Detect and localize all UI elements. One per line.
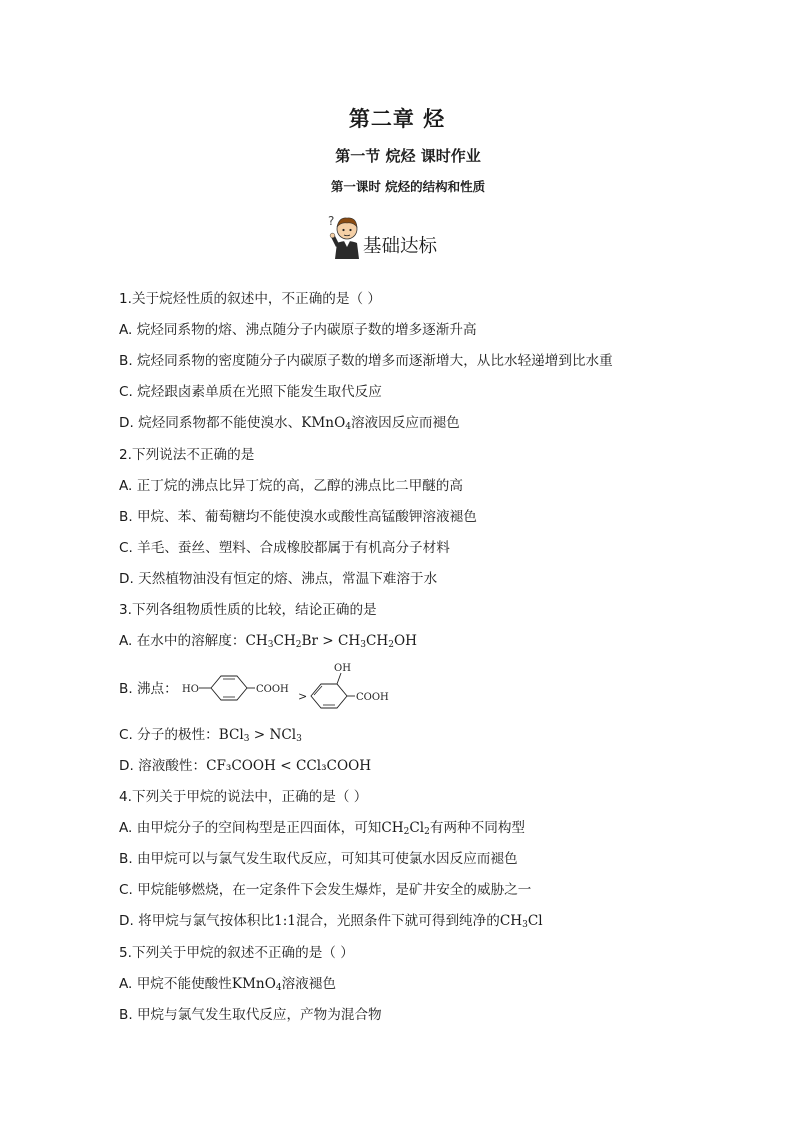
thinking-student-icon bbox=[327, 213, 361, 261]
q1-option-a: A. 烷烃同系物的熔、沸点随分子内碳原子数的增多逐渐升高 bbox=[119, 322, 477, 338]
q1-option-d: D. 烷烃同系物都不能使溴水、KMnO$_4$溶液因反应而褪色 bbox=[119, 415, 460, 432]
q5-option-a: A. 甲烷不能使酸性KMnO$_4$溶液褪色 bbox=[119, 976, 336, 993]
q3-option-d: D. 溶液酸性：CF₃COOH < CCl₃COOH bbox=[119, 758, 372, 774]
section-title: 第一节 烷烃 课时作业 bbox=[335, 147, 481, 165]
q2-option-b: B. 甲烷、苯、葡萄糖均不能使溴水或酸性高锰酸钾溶液褪色 bbox=[119, 509, 477, 525]
q3b-oh-label: OH bbox=[334, 663, 351, 674]
q4-option-a: A. 由甲烷分子的空间构型是正四面体，可知$CH_2Cl_2$有两种不同构型 bbox=[119, 820, 526, 837]
q3b-structures bbox=[181, 660, 421, 722]
q3b-op: > bbox=[298, 690, 308, 703]
q1-stem: 1.关于烷烃性质的叙述中，不正确的是（ ） bbox=[119, 291, 381, 307]
q4-option-b: B. 由甲烷可以与氯气发生取代反应，可知其可使氯水因反应而褪色 bbox=[119, 851, 518, 867]
q3-option-b: B. 沸点： HO COOH > OH COOH bbox=[119, 660, 419, 722]
q2-option-a: A. 正丁烷的沸点比异丁烷的高，乙醇的沸点比二甲醚的高 bbox=[119, 478, 463, 494]
svg-text:?: ? bbox=[328, 214, 335, 228]
q3-option-c: C. 分子的极性：BCl$_3$ > NCl$_3$ bbox=[119, 727, 302, 744]
badge-label: 基础达标 bbox=[363, 236, 438, 257]
chapter-title: 第二章 烃 bbox=[348, 107, 446, 131]
q2-option-c: C. 羊毛、蚕丝、塑料、合成橡胶都属于有机高分子材料 bbox=[119, 540, 450, 556]
q5-stem: 5.下列关于甲烷的叙述不正确的是（ ） bbox=[119, 945, 354, 961]
q1-option-b: B. 烷烃同系物的密度随分子内碳原子数的增多而逐渐增大，从比水轻递增到比水重 bbox=[119, 353, 613, 369]
q2-option-d: D. 天然植物油没有恒定的熔、沸点，常温下难溶于水 bbox=[119, 571, 438, 587]
q3b-ho-label: HO bbox=[182, 684, 199, 695]
q3b-cooh-label-1: COOH bbox=[256, 684, 289, 695]
q1-option-c: C. 烷烃跟卤素单质在光照下能发生取代反应 bbox=[119, 384, 382, 400]
q5-option-b: B. 甲烷与氯气发生取代反应，产物为混合物 bbox=[119, 1007, 382, 1023]
q3-option-a: A. 在水中的溶解度：$CH_3CH_2Br > CH_3CH_2OH$ bbox=[119, 633, 417, 650]
q3-stem: 3.下列各组物质性质的比较，结论正确的是 bbox=[119, 602, 377, 618]
q2-stem: 2.下列说法不正确的是 bbox=[119, 447, 255, 463]
q4-stem: 4.下列关于甲烷的说法中，正确的是（ ） bbox=[119, 789, 368, 805]
basic-practice-badge bbox=[327, 213, 437, 261]
q4-option-d: D. 将甲烷与氯气按体积比1:1混合，光照条件下就可得到纯净的$CH_3Cl$ bbox=[119, 913, 543, 930]
lesson-title: 第一课时 烷烃的结构和性质 bbox=[330, 179, 486, 194]
q4-option-c: C. 甲烷能够燃烧，在一定条件下会发生爆炸，是矿井安全的威胁之一 bbox=[119, 882, 532, 898]
q3a-formula: $CH_3CH_2Br > CH_3CH_2OH$ bbox=[245, 633, 417, 650]
q3b-cooh-label-2: COOH bbox=[356, 692, 389, 703]
